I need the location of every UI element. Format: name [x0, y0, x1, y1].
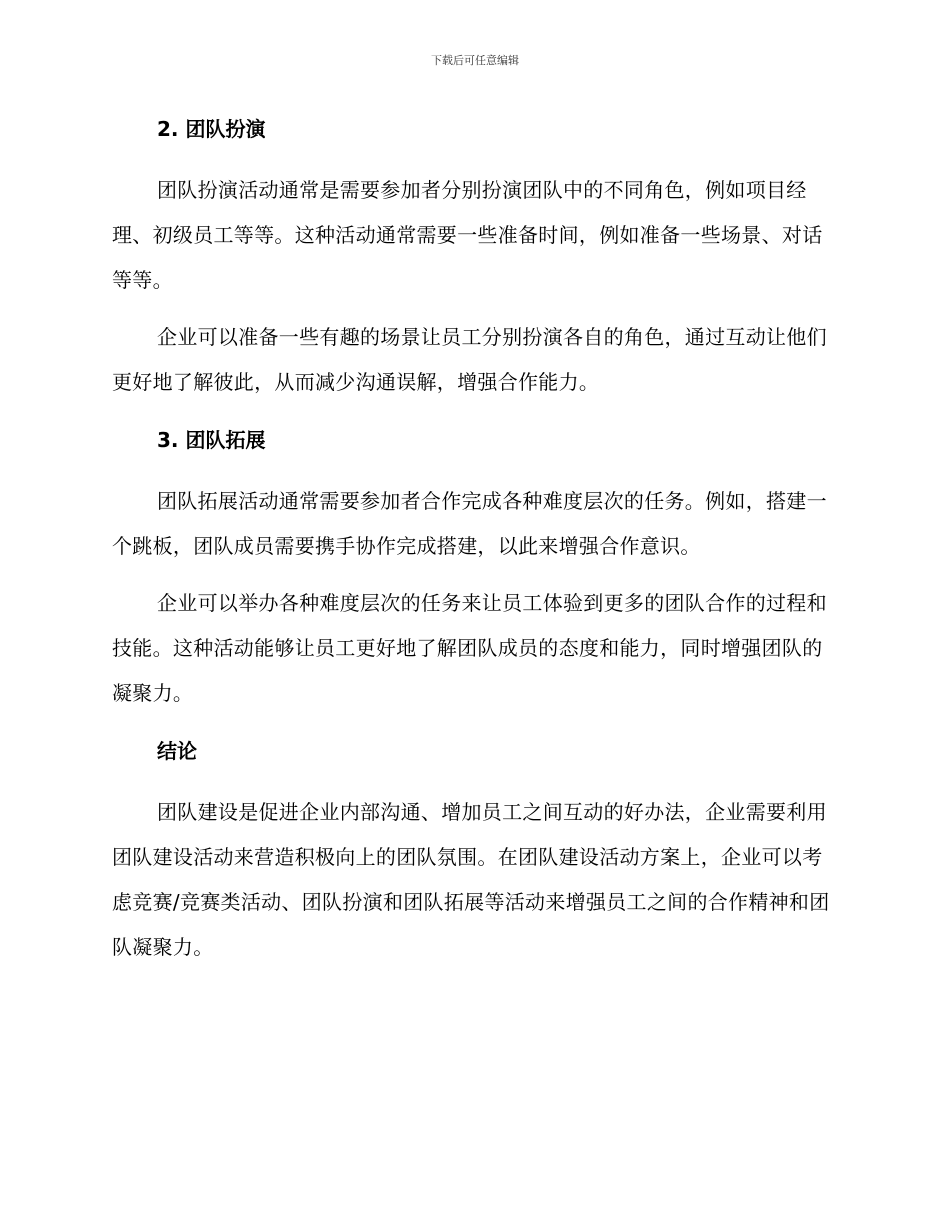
- section-heading-team-expansion: 3. 团队拓展: [157, 428, 266, 452]
- paragraph: 团队建设是促进企业内部沟通、增加员工之间互动的好办法，企业需要利用团队建设活动来营造积极向上的团队氛围。在团队建设活动方案上，企业可以考虑竞赛/竞赛类活动、团队扮演和团队拓展等活动来增强员工之间的合作精神和团队凝聚力。: [112, 800, 830, 959]
- document-body: [112, 114, 832, 970]
- paragraph: 企业可以举办各种难度层次的任务来让员工体验到更多的团队合作的过程和技能。这种活动能够让员工更好地了解团队成员的态度和能力，同时增强团队的凝聚力。: [112, 591, 827, 705]
- paragraph: 团队拓展活动通常需要参加者合作完成各种难度层次的任务。例如，搭建一个跳板，团队成员需要携手协作完成搭建，以此来增强合作意识。: [112, 489, 827, 558]
- paragraph: 团队扮演活动通常是需要参加者分别扮演团队中的不同角色，例如项目经理、初级员工等等。这种活动通常需要一些准备时间，例如准备一些场景、对话等等。: [112, 178, 823, 292]
- paragraph: 企业可以准备一些有趣的场景让员工分别扮演各自的角色，通过互动让他们更好地了解彼此，从而减少沟通误解，增强合作能力。: [112, 325, 827, 394]
- section-heading-role-play: 2. 团队扮演: [157, 117, 266, 141]
- section-heading-conclusion: 结论: [157, 739, 197, 763]
- page-header: 下载后可任意编辑: [431, 54, 519, 67]
